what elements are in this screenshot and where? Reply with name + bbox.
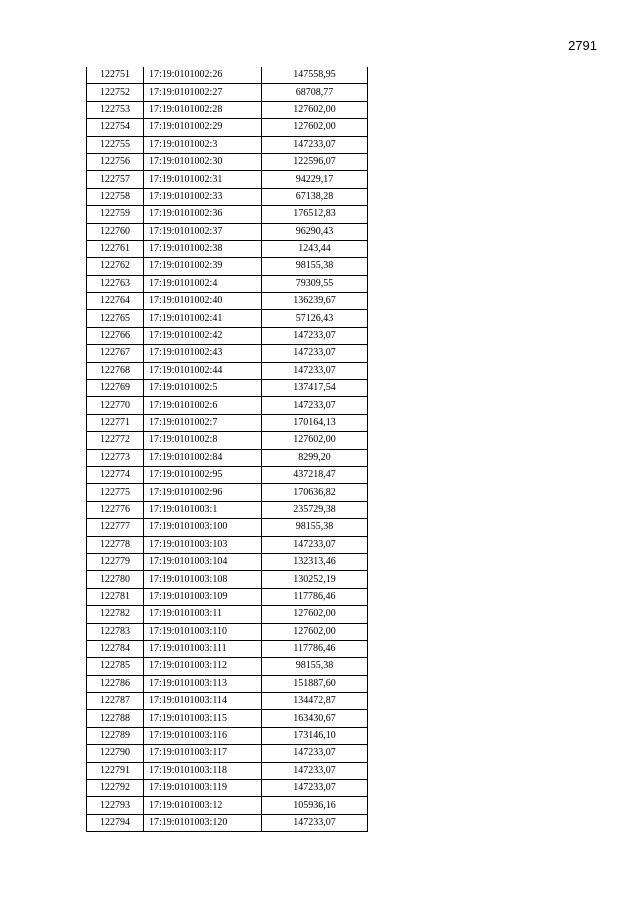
cadastral-number-cell: 17:19:0101003:118 <box>144 762 262 779</box>
table-row <box>87 414 368 431</box>
cadastral-value-cell: 151887,60 <box>262 675 368 692</box>
row-number-cell: 122751 <box>87 67 144 84</box>
table-row <box>87 814 368 831</box>
cadastral-value-cell: 176512,83 <box>262 206 368 223</box>
cadastral-number-cell: 17:19:0101002:5 <box>144 380 262 397</box>
row-number-cell: 122794 <box>87 814 144 831</box>
table-row <box>87 762 368 779</box>
cadastral-value-cell: 67138,28 <box>262 188 368 205</box>
table-row <box>87 84 368 101</box>
cadastral-value-cell: 105936,16 <box>262 797 368 814</box>
row-number-cell: 122769 <box>87 380 144 397</box>
cadastral-value-cell: 94229,17 <box>262 171 368 188</box>
table-row <box>87 240 368 257</box>
row-number-cell: 122762 <box>87 258 144 275</box>
cadastral-number-cell: 17:19:0101002:38 <box>144 240 262 257</box>
table-row <box>87 571 368 588</box>
table-row <box>87 484 368 501</box>
row-number-cell: 122786 <box>87 675 144 692</box>
cadastral-value-cell: 1243,44 <box>262 240 368 257</box>
row-number-cell: 122763 <box>87 275 144 292</box>
cadastral-value-cell: 163430,67 <box>262 710 368 727</box>
cadastral-number-cell: 17:19:0101003:113 <box>144 675 262 692</box>
cadastral-value-cell: 98155,38 <box>262 258 368 275</box>
cadastral-value-cell: 134472,87 <box>262 693 368 710</box>
row-number-cell: 122755 <box>87 136 144 153</box>
cadastral-value-cell: 147233,07 <box>262 536 368 553</box>
cadastral-value-cell: 173146,10 <box>262 727 368 744</box>
cadastral-value-cell: 127602,00 <box>262 119 368 136</box>
cadastral-value-cell: 147558,95 <box>262 67 368 84</box>
cadastral-number-cell: 17:19:0101002:41 <box>144 310 262 327</box>
cadastral-number-cell: 17:19:0101002:4 <box>144 275 262 292</box>
cadastral-number-cell: 17:19:0101003:110 <box>144 623 262 640</box>
table-row <box>87 153 368 170</box>
row-number-cell: 122772 <box>87 432 144 449</box>
table-row <box>87 675 368 692</box>
cadastral-number-cell: 17:19:0101002:8 <box>144 432 262 449</box>
cadastral-number-cell: 17:19:0101003:115 <box>144 710 262 727</box>
table-row <box>87 745 368 762</box>
row-number-cell: 122793 <box>87 797 144 814</box>
table-row <box>87 710 368 727</box>
cadastral-number-cell: 17:19:0101003:117 <box>144 745 262 762</box>
row-number-cell: 122757 <box>87 171 144 188</box>
table-row <box>87 536 368 553</box>
cadastral-value-cell: 57126,43 <box>262 310 368 327</box>
cadastral-value-cell: 127602,00 <box>262 432 368 449</box>
row-number-cell: 122765 <box>87 310 144 327</box>
row-number-cell: 122785 <box>87 658 144 675</box>
row-number-cell: 122780 <box>87 571 144 588</box>
cadastral-number-cell: 17:19:0101002:30 <box>144 153 262 170</box>
cadastral-number-cell: 17:19:0101003:116 <box>144 727 262 744</box>
row-number-cell: 122776 <box>87 501 144 518</box>
cadastral-number-cell: 17:19:0101002:29 <box>144 119 262 136</box>
row-number-cell: 122781 <box>87 588 144 605</box>
cadastral-value-cell: 117786,46 <box>262 640 368 657</box>
table-row <box>87 67 368 84</box>
cadastral-number-cell: 17:19:0101002:26 <box>144 67 262 84</box>
cadastral-number-cell: 17:19:0101002:39 <box>144 258 262 275</box>
cadastral-value-cell: 79309,55 <box>262 275 368 292</box>
table-row <box>87 310 368 327</box>
row-number-cell: 122792 <box>87 780 144 797</box>
cadastral-number-cell: 17:19:0101002:31 <box>144 171 262 188</box>
cadastral-value-cell: 170164,13 <box>262 414 368 431</box>
cadastral-value-cell: 127602,00 <box>262 606 368 623</box>
table-row <box>87 258 368 275</box>
row-number-cell: 122787 <box>87 693 144 710</box>
table-row <box>87 380 368 397</box>
cadastral-number-cell: 17:19:0101002:42 <box>144 327 262 344</box>
cadastral-number-cell: 17:19:0101002:36 <box>144 206 262 223</box>
cadastral-number-cell: 17:19:0101002:3 <box>144 136 262 153</box>
row-number-cell: 122760 <box>87 223 144 240</box>
table-row <box>87 432 368 449</box>
cadastral-value-table <box>86 67 368 832</box>
cadastral-value-cell: 147233,07 <box>262 780 368 797</box>
cadastral-number-cell: 17:19:0101003:111 <box>144 640 262 657</box>
cadastral-number-cell: 17:19:0101002:84 <box>144 449 262 466</box>
table-row <box>87 588 368 605</box>
cadastral-number-cell: 17:19:0101002:40 <box>144 293 262 310</box>
row-number-cell: 122766 <box>87 327 144 344</box>
cadastral-value-cell: 132313,46 <box>262 553 368 570</box>
cadastral-value-cell: 127602,00 <box>262 623 368 640</box>
cadastral-value-cell: 147233,07 <box>262 397 368 414</box>
cadastral-number-cell: 17:19:0101003:1 <box>144 501 262 518</box>
row-number-cell: 122758 <box>87 188 144 205</box>
row-number-cell: 122761 <box>87 240 144 257</box>
cadastral-value-cell: 96290,43 <box>262 223 368 240</box>
cadastral-number-cell: 17:19:0101003:112 <box>144 658 262 675</box>
cadastral-value-cell: 117786,46 <box>262 588 368 605</box>
row-number-cell: 122774 <box>87 466 144 483</box>
cadastral-value-cell: 147233,07 <box>262 345 368 362</box>
row-number-cell: 122767 <box>87 345 144 362</box>
cadastral-number-cell: 17:19:0101003:104 <box>144 553 262 570</box>
row-number-cell: 122770 <box>87 397 144 414</box>
table-row <box>87 223 368 240</box>
cadastral-value-cell: 8299,20 <box>262 449 368 466</box>
table-row <box>87 780 368 797</box>
cadastral-number-cell: 17:19:0101002:33 <box>144 188 262 205</box>
cadastral-number-cell: 17:19:0101002:95 <box>144 466 262 483</box>
table-row <box>87 345 368 362</box>
table-row <box>87 640 368 657</box>
table-row <box>87 327 368 344</box>
cadastral-number-cell: 17:19:0101003:114 <box>144 693 262 710</box>
cadastral-value-cell: 68708,77 <box>262 84 368 101</box>
cadastral-number-cell: 17:19:0101003:100 <box>144 519 262 536</box>
row-number-cell: 122752 <box>87 84 144 101</box>
table-row <box>87 397 368 414</box>
row-number-cell: 122782 <box>87 606 144 623</box>
table-row <box>87 449 368 466</box>
table-row <box>87 101 368 118</box>
row-number-cell: 122778 <box>87 536 144 553</box>
row-number-cell: 122790 <box>87 745 144 762</box>
table-row <box>87 519 368 536</box>
row-number-cell: 122754 <box>87 119 144 136</box>
cadastral-value-cell: 127602,00 <box>262 101 368 118</box>
page-number: 2791 <box>568 38 597 53</box>
cadastral-number-cell: 17:19:0101003:119 <box>144 780 262 797</box>
row-number-cell: 122753 <box>87 101 144 118</box>
row-number-cell: 122775 <box>87 484 144 501</box>
cadastral-value-cell: 147233,07 <box>262 745 368 762</box>
row-number-cell: 122764 <box>87 293 144 310</box>
table-row <box>87 553 368 570</box>
row-number-cell: 122791 <box>87 762 144 779</box>
cadastral-number-cell: 17:19:0101002:44 <box>144 362 262 379</box>
row-number-cell: 122777 <box>87 519 144 536</box>
row-number-cell: 122759 <box>87 206 144 223</box>
row-number-cell: 122768 <box>87 362 144 379</box>
cadastral-value-cell: 235729,38 <box>262 501 368 518</box>
cadastral-number-cell: 17:19:0101002:28 <box>144 101 262 118</box>
table-row <box>87 501 368 518</box>
cadastral-value-cell: 98155,38 <box>262 658 368 675</box>
cadastral-value-cell: 437218,47 <box>262 466 368 483</box>
cadastral-number-cell: 17:19:0101002:96 <box>144 484 262 501</box>
cadastral-number-cell: 17:19:0101002:27 <box>144 84 262 101</box>
table-row <box>87 727 368 744</box>
cadastral-number-cell: 17:19:0101003:11 <box>144 606 262 623</box>
row-number-cell: 122783 <box>87 623 144 640</box>
cadastral-number-cell: 17:19:0101002:6 <box>144 397 262 414</box>
cadastral-number-cell: 17:19:0101003:109 <box>144 588 262 605</box>
table-row <box>87 171 368 188</box>
row-number-cell: 122779 <box>87 553 144 570</box>
cadastral-value-cell: 170636,82 <box>262 484 368 501</box>
cadastral-number-cell: 17:19:0101002:43 <box>144 345 262 362</box>
table-row <box>87 693 368 710</box>
cadastral-number-cell: 17:19:0101003:103 <box>144 536 262 553</box>
table-row <box>87 623 368 640</box>
cadastral-value-cell: 147233,07 <box>262 814 368 831</box>
row-number-cell: 122756 <box>87 153 144 170</box>
row-number-cell: 122789 <box>87 727 144 744</box>
cadastral-value-cell: 137417,54 <box>262 380 368 397</box>
cadastral-value-cell: 147233,07 <box>262 327 368 344</box>
row-number-cell: 122771 <box>87 414 144 431</box>
cadastral-number-cell: 17:19:0101003:108 <box>144 571 262 588</box>
table-row <box>87 206 368 223</box>
row-number-cell: 122788 <box>87 710 144 727</box>
table-row <box>87 188 368 205</box>
table-row <box>87 119 368 136</box>
table-row <box>87 797 368 814</box>
table-row <box>87 466 368 483</box>
cadastral-value-cell: 130252,19 <box>262 571 368 588</box>
table-row <box>87 275 368 292</box>
table-body <box>87 67 368 832</box>
cadastral-number-cell: 17:19:0101002:7 <box>144 414 262 431</box>
cadastral-number-cell: 17:19:0101003:12 <box>144 797 262 814</box>
table-row <box>87 293 368 310</box>
table-row <box>87 606 368 623</box>
row-number-cell: 122773 <box>87 449 144 466</box>
cadastral-value-cell: 122596,07 <box>262 153 368 170</box>
row-number-cell: 122784 <box>87 640 144 657</box>
cadastral-number-cell: 17:19:0101002:37 <box>144 223 262 240</box>
cadastral-value-cell: 136239,67 <box>262 293 368 310</box>
table-row <box>87 136 368 153</box>
table-row <box>87 658 368 675</box>
cadastral-value-cell: 147233,07 <box>262 362 368 379</box>
cadastral-value-cell: 147233,07 <box>262 762 368 779</box>
cadastral-number-cell: 17:19:0101003:120 <box>144 814 262 831</box>
table-row <box>87 362 368 379</box>
cadastral-value-cell: 98155,38 <box>262 519 368 536</box>
cadastral-value-cell: 147233,07 <box>262 136 368 153</box>
